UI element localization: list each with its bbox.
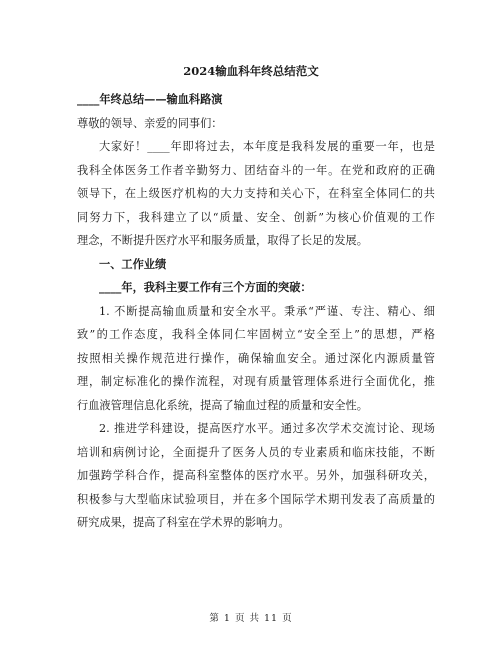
list-item-line: 研究成果，提高了科室在学术界的影响力。 xyxy=(77,516,290,529)
paragraph-line: 同努力下，我科建立了以“质量、安全、创新”为核心价值观的工作 xyxy=(77,210,435,224)
list-item-line: 2. 推进学科建设，提高医疗水平。通过多次学术交流讨论、现场 xyxy=(99,422,435,435)
page-number-footer: 第 1 页 共 11 页 xyxy=(209,613,293,624)
section-heading: 一、工作业绩 xyxy=(99,256,167,271)
document-body xyxy=(77,88,435,535)
list-item-line: 加强跨学科合作，提高科室整体的医疗水平。另外，加强科研攻关， xyxy=(77,469,435,482)
document-title: 2024输血科年终总结范文 xyxy=(183,64,319,78)
list-item-line: 理，制定标准化的操作流程，对现有质量管理体系进行全面优化，推 xyxy=(77,375,435,388)
list-item-line: 积极参与大型临床试验项目，并在多个国际学术期刊发表了高质量的 xyxy=(77,492,435,506)
list-item-line: 按照相关操作规范进行操作，确保输血安全。通过深化内源质量管 xyxy=(77,351,435,365)
list-item-line: 行血液管理信息化系统，提高了输血过程的质量和安全性。 xyxy=(77,398,368,412)
list-item-line: 培训和病例讨论，全面提升了医务人员的专业素质和临床技能，不断 xyxy=(77,445,435,459)
list-item-line: 致”的工作态度，我科全体同仁牢固树立“安全至上”的思想，严格 xyxy=(77,328,435,341)
document-subtitle: ____年终总结——输血科路演 xyxy=(77,92,223,106)
section-intro: ____年，我科主要工作有三个方面的突破： xyxy=(99,280,312,294)
paragraph-line: 我科全体医务工作者辛勤努力、团结奋斗的一年。在党和政府的正确 xyxy=(77,163,435,177)
list-item-line: 1. 不断提高输血质量和安全水平。秉承“严谨、专注、精心、细 xyxy=(99,304,435,318)
paragraph-line: 理念，不断提升医疗水平和服务质量，取得了长足的发展。 xyxy=(77,234,368,247)
paragraph-line: 大家好！____年即将过去，本年度是我科发展的重要一年，也是 xyxy=(99,140,435,153)
paragraph-line: 领导下，在上级医疗机构的大力支持和关心下，在科室全体同仁的共 xyxy=(77,187,435,200)
greeting-line: 尊敬的领导、亲爱的同事们： xyxy=(77,116,223,130)
